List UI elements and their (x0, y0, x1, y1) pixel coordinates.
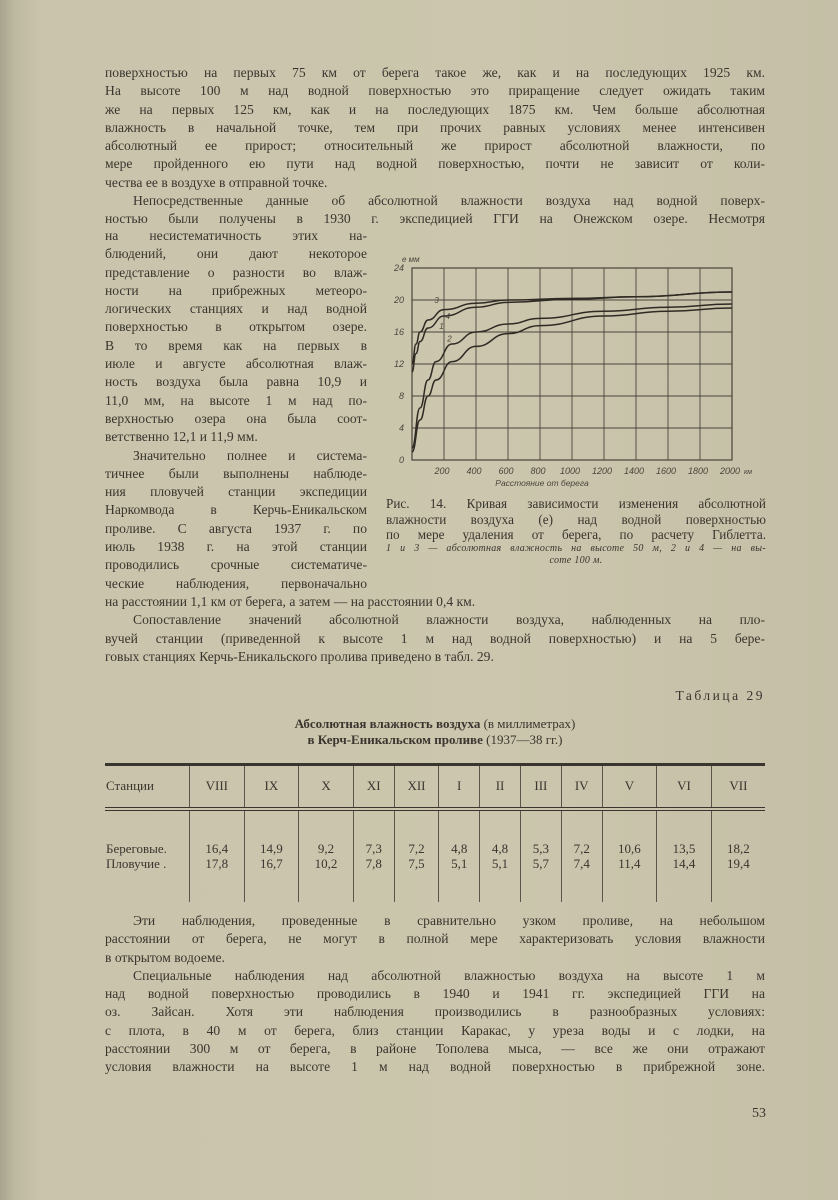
column-header-month: I (439, 765, 480, 809)
table-body-row (105, 809, 765, 902)
table-cell-value: 17,8 (205, 855, 229, 871)
text-line: На высоте 100 м над водной поверхностью это приращение следует ожидать таким (105, 83, 765, 99)
text-line: же на первых 125 км, как и на последующих 1875 км. Чем больше абсолютная (105, 101, 765, 117)
text-line: говых станциях Керчь-Еникальского пролива приведено в табл. 29. (105, 648, 494, 664)
humidity-table (105, 763, 765, 902)
text-line: на расстоянии 1,1 км от берега, а затем — на расстоянии 0,4 км. (105, 594, 476, 609)
text-line: ветственно 12,1 и 11,9 мм. (105, 429, 258, 445)
text-line: представление о разности во влаж- (105, 264, 367, 280)
text-line: над водной поверхностью проводились в 1940 и 1941 гг. экспедицией ГГИ на (105, 986, 765, 1002)
table-title (105, 716, 765, 748)
text-line: ческие наблюдения, первоначально (105, 575, 367, 591)
text-line: Непосредственные данные об абсолютной влажности воздуха над водной поверх- (133, 193, 765, 209)
text-line: логических станциях и над водной (105, 301, 367, 317)
table-cell-value: 18,2 (727, 840, 750, 856)
month-values-cell (480, 809, 521, 902)
x-tick-label: 2000 (719, 466, 741, 476)
text-line: условия влажности на высоте 1 м над водной поверхностью в прибрежной зоне. (105, 1059, 765, 1075)
figure-caption (386, 496, 766, 567)
text-line: Сопоставление значений абсолютной влажности воздуха, наблюденных на пло- (133, 612, 765, 628)
x-unit-label: км (744, 469, 753, 476)
caption-note: соте 100 м. (549, 554, 603, 566)
text-line: ности на прибрежных метеоро- (105, 282, 367, 298)
column-header-month: V (602, 765, 657, 809)
x-axis-label: Расстояние от берега (495, 478, 589, 488)
text-line: Наркомвода в Керчь-Еникальском (105, 502, 367, 518)
month-values-cell (561, 809, 602, 902)
text-line: проливе. С августа 1937 г. по (105, 520, 367, 536)
table-cell-value: 19,4 (727, 855, 750, 871)
y-tick-label: 20 (393, 295, 404, 305)
table-cell-value: 16,4 (205, 840, 229, 856)
text-line: тичнее были выполнены наблюде- (105, 465, 367, 481)
x-tick-label: 1400 (623, 466, 645, 476)
x-tick-label: 800 (530, 466, 546, 476)
y-tick-label: 16 (393, 327, 404, 337)
month-values-cell (353, 809, 394, 902)
y-tick-label: 12 (393, 359, 404, 369)
text-line: влажность в начальной точке, тем при прочих равных условиях менее интенсивен (105, 119, 765, 135)
table-cell-value: 7,4 (573, 855, 590, 871)
text-line: чества ее в воздухе в отправной точке. (105, 174, 328, 190)
text-block-top (105, 64, 765, 229)
y-tick-label: 4 (398, 423, 404, 433)
table-cell-value: 7,2 (408, 840, 425, 856)
column-header-month: III (520, 765, 561, 809)
text-line: расстоянии от берега, не могут в полной мере характеризовать условия влажности (105, 931, 765, 947)
x-tick-label: 1800 (687, 466, 709, 476)
table-cell-value: 5,1 (491, 855, 509, 871)
table-cell-value: 9,2 (317, 840, 335, 856)
table-cell-value: 14,4 (672, 855, 696, 871)
column-header-month: IX (244, 765, 299, 809)
table-title-years: (1937—38 гг.) (482, 732, 563, 747)
month-values-cell (657, 809, 712, 902)
text-line: Значительно полнее и система- (133, 447, 367, 463)
table-title-unit: (в миллиметрах) (480, 716, 576, 731)
column-header-month: IV (561, 765, 602, 809)
x-tick-label: 1600 (655, 466, 677, 476)
y-tick-label: 24 (393, 263, 404, 273)
column-header-month: XII (394, 765, 439, 809)
page-number: 53 (752, 1106, 766, 1121)
caption-note: 1 и 3 — абсолютная влажность на высоте 50 м, 2 и 4 — на вы- (386, 542, 766, 554)
text-line: мере пройденного ею пути над водной поверхностью, почти не зависит от коли- (105, 156, 765, 172)
series-label: 3 (434, 296, 439, 306)
month-values-cell (711, 809, 765, 902)
text-line: ния пловучей станции экспедиции (105, 484, 367, 500)
text-line: с плота, в 40 м от берега, близ станции Каракас, у уреза воды и с лодки, на (105, 1022, 765, 1038)
text-line: июль 1938 г. на этой станции (105, 539, 367, 555)
table-cell-value: 16,7 (260, 855, 283, 871)
table-title-bold: в Керч-Еникальском проливе (307, 732, 483, 747)
table-cell-value: 4,8 (451, 840, 468, 856)
text-line: июле и августе абсолютная влаж- (105, 356, 367, 372)
x-tick-label: 1000 (559, 466, 581, 476)
table-header-row (105, 765, 765, 809)
month-values-cell (190, 809, 245, 902)
text-line: абсолютный ее прирост; относительный же прирост абсолютной влажности, по (105, 138, 765, 154)
table-cell-value: 10,6 (618, 840, 641, 856)
x-tick-label: 200 (434, 466, 450, 476)
table-number: Таблица 29 (675, 688, 765, 703)
column-header-month: VIII (190, 765, 245, 809)
series-label: 4 (445, 312, 451, 322)
month-values-cell (602, 809, 657, 902)
figure-14-chart (378, 250, 778, 495)
text-line: оз. Зайсан. Хотя эти наблюдения производились в разнообразных условиях: (105, 1004, 765, 1020)
text-block-bottom (105, 912, 765, 1077)
series-label: 2 (447, 334, 452, 344)
text-line: ность воздуха была равна 10,9 и (105, 374, 367, 390)
text-line: на несистематичность этих на- (105, 228, 367, 243)
column-header-month: VI (657, 765, 712, 809)
month-values-cell (299, 809, 354, 902)
text-line: поверхностью на первых 75 км от берега такое же, как и на последующих 1925 км. (105, 65, 765, 80)
text-block-left-column (105, 227, 367, 593)
month-values-cell (520, 809, 561, 902)
table-cell-value: 11,4 (618, 855, 641, 871)
table-cell-value: 14,9 (260, 840, 283, 856)
text-line: поверхностью в открытом озере. (105, 319, 367, 335)
text-line: расстоянии 300 м от берега, в районе Тополева мыса, — все же они отражают (105, 1041, 765, 1057)
text-line: Эти наблюдения, проведенные в сравнительно узком проливе, на небольшом (133, 913, 765, 928)
table-cell-value: 13,5 (672, 840, 696, 856)
text-line: блюдений, они дают некоторое (105, 246, 367, 262)
y-tick-label: 0 (398, 455, 404, 465)
table-cell-value: 5,3 (532, 840, 549, 856)
column-header-month: VII (711, 765, 765, 809)
month-values-cell (244, 809, 299, 902)
month-values-cell (439, 809, 480, 902)
caption-line: влажности воздуха (e) над водной поверхностью (386, 511, 766, 527)
text-line: 11,0 мм, на высоте 1 м над по- (105, 392, 367, 408)
table-cell-value: 7,2 (573, 840, 590, 856)
table-cell-value: 7,3 (365, 840, 382, 856)
x-tick-label: 400 (466, 466, 482, 476)
series-label: 1 (439, 321, 444, 331)
month-values-cell (394, 809, 439, 902)
text-line: в открытом водоеме. (105, 949, 225, 965)
table-cell-value: 10,2 (314, 855, 338, 871)
text-block-middle (105, 593, 765, 666)
table-cell-value: 7,8 (365, 855, 382, 871)
column-header-stations: Станции (106, 778, 154, 794)
caption-line: по мере удаления от берега, по расчету Гиблетта. (386, 527, 766, 542)
text-line: Специальные наблюдения над абсолютной влажностью воздуха на высоте 1 м (133, 967, 765, 983)
text-line: В то время как на первых в (105, 337, 367, 353)
text-line: верхностью озера она была соот- (105, 410, 367, 426)
caption-line: Рис. 14. Кривая зависимости изменения абсолютной (386, 496, 766, 511)
text-line: ностью были получены в 1930 г. экспедицией ГГИ на Онежском озере. Несмотря (105, 211, 765, 227)
table-cell-value: 7,5 (408, 855, 425, 871)
table-cell-value: 5,1 (451, 855, 468, 871)
table-title-bold: Абсолютная влажность воздуха (294, 716, 481, 731)
x-tick-label: 1200 (591, 466, 613, 476)
table-cell-value: 4,8 (491, 840, 509, 856)
y-tick-label: 8 (398, 391, 404, 401)
column-header-month: II (480, 765, 521, 809)
text-line: проводились срочные систематиче- (105, 557, 367, 573)
x-tick-label: 600 (498, 466, 514, 476)
row-label: Береговые. (106, 840, 167, 856)
y-axis-label: e мм (402, 255, 420, 264)
column-header-month: X (299, 765, 354, 809)
column-header-month: XI (353, 765, 394, 809)
row-labels-cell (105, 809, 190, 902)
text-line: вучей станции (приведенной к высоте 1 м над водной поверхностью) и на 5 бере- (105, 630, 765, 646)
table-cell-value: 5,7 (532, 855, 549, 871)
row-label: Пловучие . (106, 855, 167, 871)
